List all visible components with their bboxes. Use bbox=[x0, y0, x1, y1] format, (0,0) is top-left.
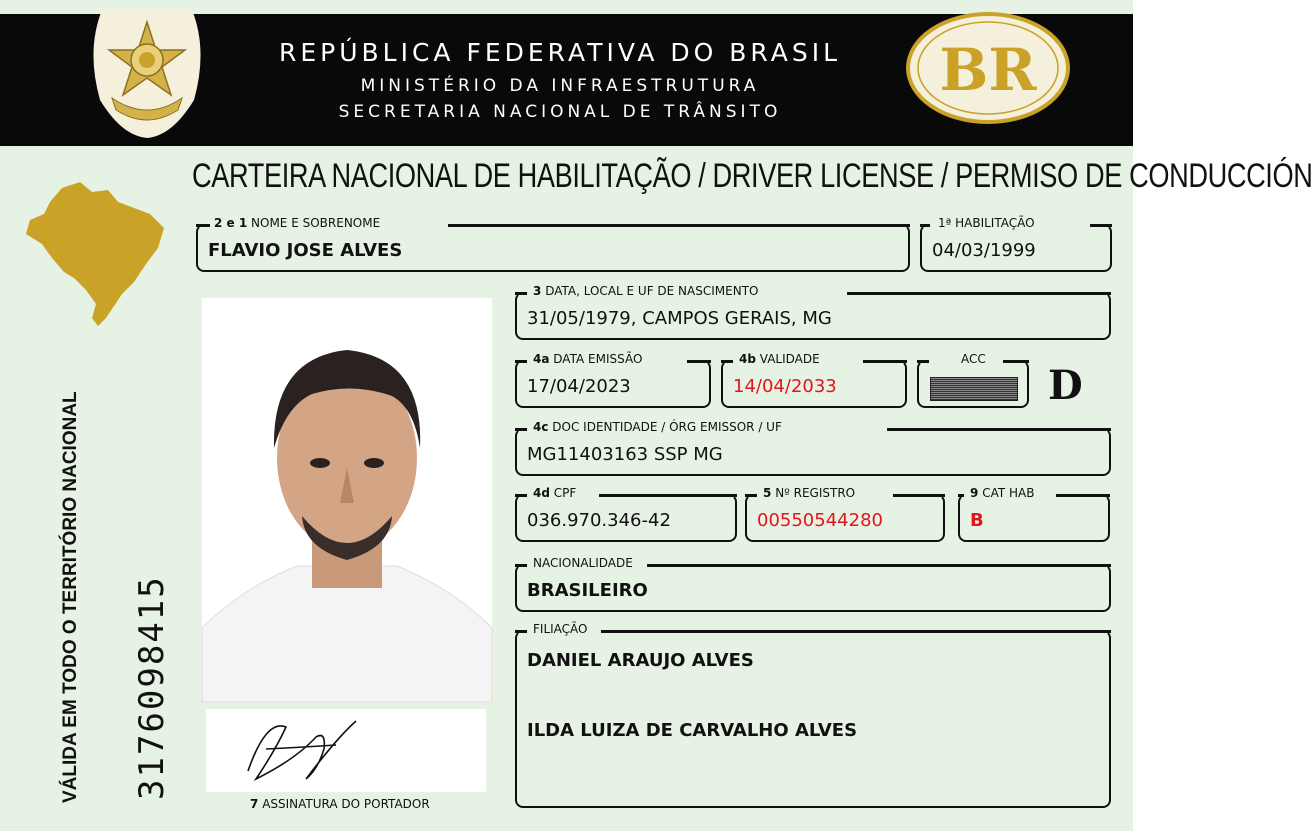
field-validity bbox=[721, 352, 907, 408]
field-doc-id bbox=[515, 420, 1111, 476]
field-registro-label: 5 Nº REGISTRO bbox=[763, 486, 856, 500]
portrait-illustration bbox=[202, 298, 492, 702]
field-first-license bbox=[920, 216, 1112, 272]
field-filiation-label: FILIAÇÃO bbox=[533, 622, 588, 636]
field-filiation-mother: ILDA LUIZA DE CARVALHO ALVES bbox=[527, 720, 858, 741]
field-issue-date-label: 4a DATA EMISSÃO bbox=[533, 352, 643, 366]
field-name-value: FLAVIO JOSE ALVES bbox=[208, 240, 403, 261]
field-nationality-value: BRASILEIRO bbox=[527, 580, 648, 601]
field-cat-hab-value: B bbox=[970, 510, 984, 531]
field-validity-label: 4b VALIDADE bbox=[739, 352, 820, 366]
card-number: 3176098415 bbox=[132, 575, 172, 800]
acc-barcode bbox=[930, 377, 1018, 401]
signature-image bbox=[206, 709, 486, 792]
signature-box bbox=[206, 709, 486, 792]
field-cat-hab-label: 9 CAT HAB bbox=[970, 486, 1035, 500]
field-birth-value: 31/05/1979, CAMPOS GERAIS, MG bbox=[527, 308, 832, 329]
field-name bbox=[196, 216, 910, 272]
field-issue-date-value: 17/04/2023 bbox=[527, 376, 631, 397]
field-filiation bbox=[515, 622, 1111, 808]
header-republic: REPÚBLICA FEDERATIVA DO BRASIL bbox=[278, 38, 842, 67]
header-secretariat: SECRETARIA NACIONAL DE TRÂNSITO bbox=[338, 102, 782, 122]
license-title: CARTEIRA NACIONAL DE HABILITAÇÃO / DRIVER LICENSE / PERMISO DE CONDUCCIÓN bbox=[192, 157, 1312, 195]
field-cpf-label: 4d CPF bbox=[533, 486, 577, 500]
signature-label: 7 ASSINATURA DO PORTADOR bbox=[250, 797, 430, 811]
field-acc-label: ACC bbox=[961, 352, 986, 366]
field-filiation-father: DANIEL ARAUJO ALVES bbox=[527, 650, 754, 671]
field-first-license-label: 1ª HABILITAÇÃO bbox=[938, 216, 1035, 230]
field-name-label: 2 e 1 NOME E SOBRENOME bbox=[214, 216, 381, 230]
field-nationality bbox=[515, 556, 1111, 612]
field-doc-id-label: 4c DOC IDENTIDADE / ÓRG EMISSOR / UF bbox=[533, 420, 782, 434]
br-badge-icon bbox=[900, 6, 1078, 126]
field-registro bbox=[745, 486, 945, 542]
field-nationality-label: NACIONALIDADE bbox=[533, 556, 633, 570]
field-cpf bbox=[515, 486, 737, 542]
category-letter: D bbox=[1048, 362, 1083, 409]
portrait-photo bbox=[202, 298, 492, 702]
field-doc-id-value: MG11403163 SSP MG bbox=[527, 444, 723, 465]
field-birth-label: 3 DATA, LOCAL E UF DE NASCIMENTO bbox=[533, 284, 759, 298]
field-registro-value: 00550544280 bbox=[757, 510, 883, 531]
field-cat-hab bbox=[958, 486, 1110, 542]
header-ministry: MINISTÉRIO DA INFRAESTRUTURA bbox=[360, 76, 760, 96]
br-badge-text: BR bbox=[939, 36, 1037, 104]
field-validity-value: 14/04/2033 bbox=[733, 376, 837, 397]
validity-territory-text: VÁLIDA EM TODO O TERRITÓRIO NACIONAL bbox=[60, 391, 81, 803]
field-issue-date bbox=[515, 352, 711, 408]
coat-of-arms-icon bbox=[82, 0, 212, 140]
field-first-license-value: 04/03/1999 bbox=[932, 240, 1036, 261]
field-cpf-value: 036.970.346-42 bbox=[527, 510, 671, 531]
field-birth bbox=[515, 284, 1111, 340]
brazil-map-icon bbox=[22, 178, 167, 330]
